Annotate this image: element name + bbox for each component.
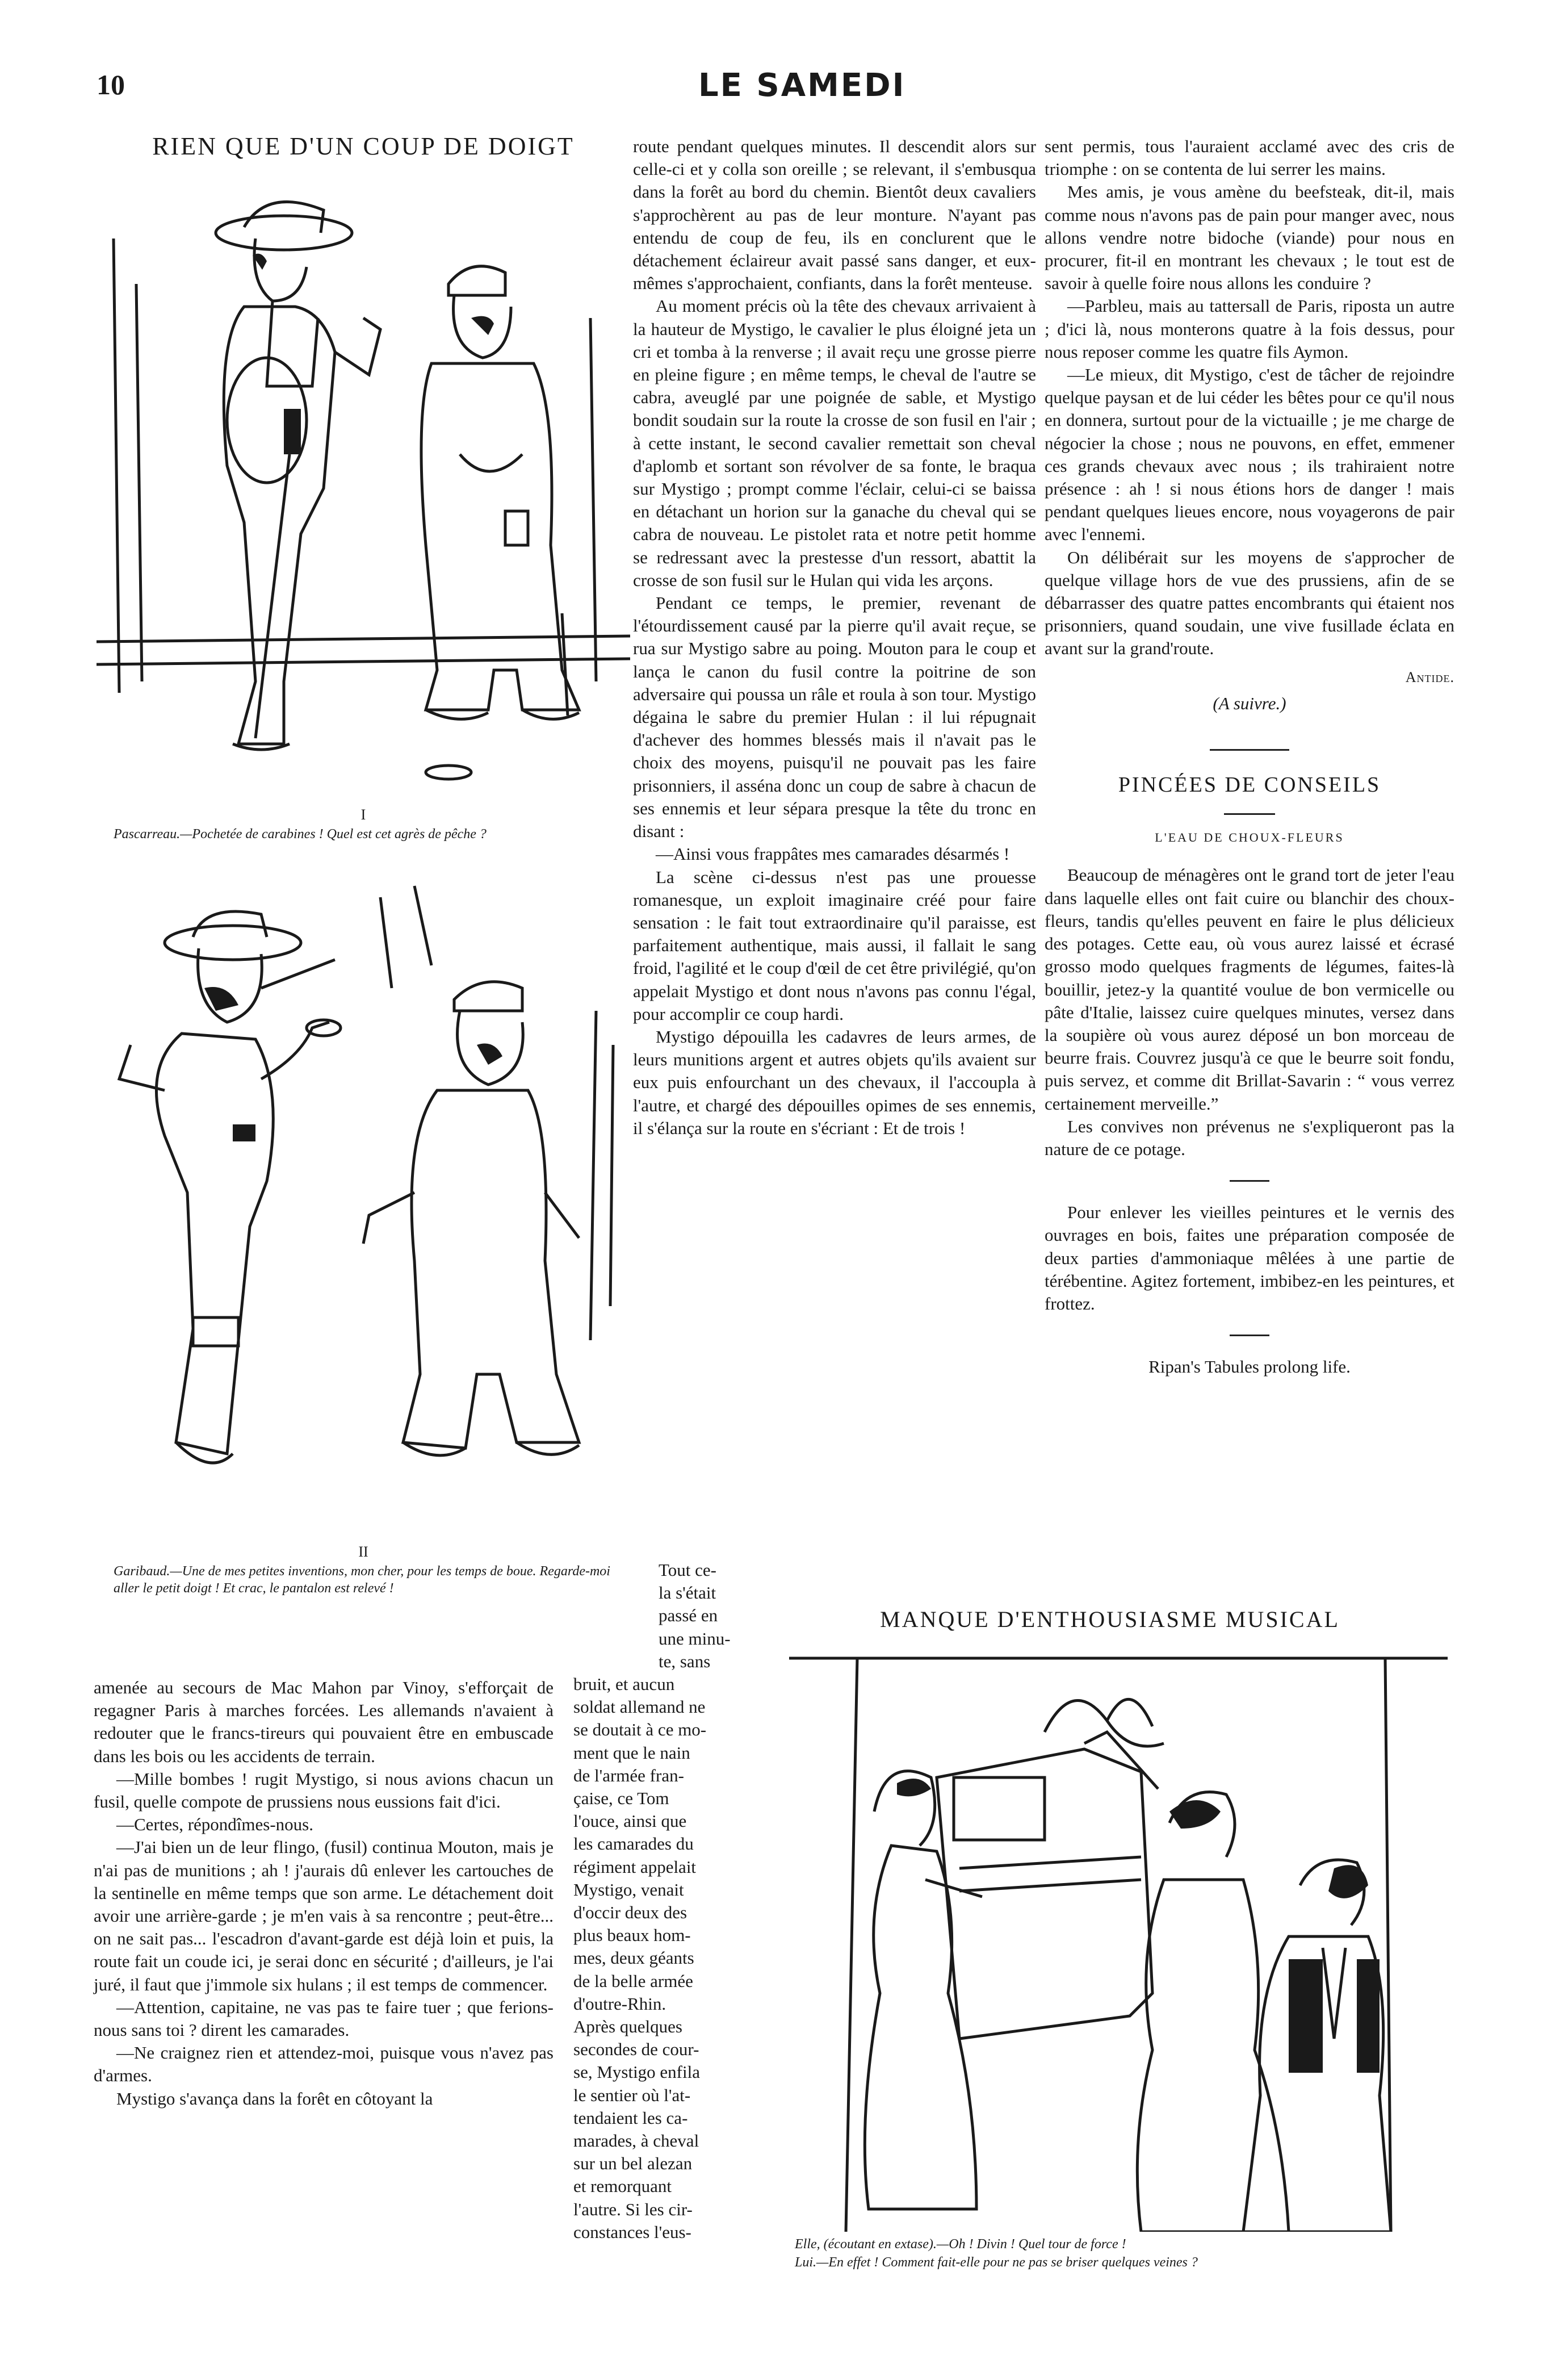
wrap-line: Tout ce- (659, 1560, 716, 1580)
paragraph: amenée au secours de Mac Mahon par Vinoy, s'efforçait de regagner Paris à marches forcées. Les allemands n'avaient à redouter que le francs-tireurs qui pouvaient être en embuscade dans les bois ou les accidents de terrain. (94, 1678, 554, 1766)
cartoon-caption-2 (114, 1543, 613, 1597)
paragraph: Les convives non prévenus ne s'expliqueront pas la nature de ce potage. (1045, 1116, 1454, 1159)
wrap-line: de l'armée fran- (573, 1765, 684, 1785)
wrap-line: l'autre. Si les cir- (573, 2199, 693, 2219)
wrap-line: Après quelques (573, 2017, 682, 2037)
wrap-line: une minu- (659, 1628, 731, 1649)
paragraph: —Ne craignez rien et attendez-moi, puisque vous n'avez pas d'armes. (94, 2043, 554, 2086)
section-title-rule (1224, 813, 1275, 815)
wrap-line: et remorquant (573, 2176, 672, 2197)
wrap-line: marades, à cheval (573, 2131, 699, 2151)
wrap-line: constances l'eus- (573, 2222, 691, 2242)
caption-text-2: Garibaud.—Une de mes petites inventions, mon cher, pour les temps de boue. Regarde-moi aller le petit doigt ! Et crac, le pantalon est relevé ! (114, 1564, 610, 1596)
caption-numeral-1: I (360, 806, 366, 823)
wrap-line: se doutait à ce mo- (573, 1720, 707, 1740)
caption-line-1: Elle, (écoutant en extase).—Oh ! Divin ! Quel tour de force ! (795, 2237, 1126, 2252)
paragraph: Au moment précis où la tête des chevaux arrivaient à la hauteur de Mystigo, le cavalier le plus éloigné jeta un cri et tomba à la renverse ; il avait reçu une grosse pierre en pleine figure ; en même temps, le cheval de l'autre se cabra, aveuglé par une poignée de sable, et Mystigo bondit soudain sur la route la crosse de son fusil en l'air ; à cette instant, le second cavalier remettait son cheval d'aplomb et sortant son révolver de sa fonte, le braqua sur Mystigo ; prompt comme l'éclair, celui-ci se baissa en détachant un horion sur la ganache du cheval qui se cabra de nouveau. Le pistolet rata et notre petit homme se redressant avec la prestesse d'un ressort, abattit la crosse de son fusil sur le Hulan qui vida les arçons. (633, 296, 1036, 590)
paragraph: —Mille bombes ! rugit Mystigo, si nous avions chacun un fusil, quelle compote de prussiens nous eussions fait d'ici. (94, 1768, 554, 1812)
paragraph: Mystigo s'avança dans la forêt en côtoyant la (116, 2088, 433, 2109)
wrap-line: d'outre-Rhin. (573, 1993, 666, 2014)
paragraph: Mes amis, je vous amène du beefsteak, dit-il, mais comme nous n'avons pas de pain pour manger avec, nous allons vendre notre bidoche (viande) pour nous en procurer, fit-il en montrant les chevaux ; le tout est de savoir à quelle foire nous allons les conduire ? (1045, 182, 1454, 294)
wrap-line: les camarades du (573, 1834, 694, 1854)
wrap-line: soldat allemand ne (573, 1697, 706, 1717)
cartoon-illustration-1 (97, 170, 630, 801)
illustration-title: MANQUE D'ENTHOUSIASME MUSICAL (880, 1607, 1340, 1632)
wrap-line: sur un bel alezan (573, 2153, 693, 2174)
paragraph: On délibérait sur les moyens de s'approcher de quelque village hors de vue des prussiens, afin de se débarrasser des quatre pattes encombrants qui étaient nos prisonniers, quand soudain, une vive fusillade éclata en avant sur la grand'route. (1045, 547, 1454, 659)
wrap-line: de la belle armée (573, 1971, 693, 1991)
middle-column-text (633, 135, 1036, 1140)
cartoon-title: RIEN QUE D'UN COUP DE DOIGT (152, 132, 575, 160)
wrap-line: ment que le nain (573, 1742, 690, 1763)
advertisement-line: Ripan's Tabules prolong life. (1148, 1357, 1351, 1377)
musical-illustration (789, 1641, 1448, 2232)
caption-text-1: Pascarreau.—Pochetée de carabines ! Quel est cet agrès de pêche ? (114, 827, 487, 842)
paragraph: La scène ci-dessus n'est pas une prouesse romanesque, un exploit imaginaire créé pour faire sensation : le fait tout extraordinaire qu'il paraisse, est parfaitement authentique, mais aussi, il fallait le sang froid, l'agilité et le coup d'œil de cet être privilégié, qu'on appelait Mystigo et dont nous n'avons pas connu l'égal, pour accomplir ce coup hardi. (633, 867, 1036, 1024)
wrap-line: passé en (659, 1605, 718, 1626)
author-signature: Antide. (1405, 668, 1454, 685)
middle-column-wrapped-text (573, 1559, 744, 2244)
wrap-line: la s'était (659, 1583, 716, 1603)
section-title: PINCÉES DE CONSEILS (1118, 773, 1381, 797)
wrap-line: bruit, et aucun (573, 1674, 675, 1695)
left-column-text (94, 1676, 554, 2110)
wrap-line: çaise, ce Tom (573, 1788, 669, 1809)
wrap-line: régiment appelait (573, 1856, 697, 1877)
paragraph: —Ainsi vous frappâtes mes camarades désarmés ! (656, 844, 1010, 864)
wrap-line: l'ouce, ainsi que (573, 1811, 687, 1831)
wrap-line: mes, deux géants (573, 1948, 694, 1968)
wrap-line: tendaient les ca- (573, 2107, 688, 2128)
paragraph-divider (1230, 1180, 1269, 1182)
paragraph: sent permis, tous l'auraient acclamé avec des cris de triomphe : on se contenta de lui serrer les mains. (1045, 136, 1454, 179)
paragraph: route pendant quelques minutes. Il descendit alors sur celle-ci et y colla son oreille ; se relevant, il s'embusqua dans la forêt au bord du chemin. Bientôt deux cavaliers s'approchèrent au pas de leur monture. N'ayant pas entendu de coup de feu, ils en conclurent que le détachement éclaireur avait passé sans danger, et eux-mêmes s'approchaient, confiants, dans la forêt menteuse. (633, 136, 1036, 294)
paragraph: Pour enlever les vieilles peintures et le vernis des ouvrages en bois, faites une préparation composée de deux parties d'ammoniaque mêlées à une partie de térébentine. Agitez fortement, imbibez-en les peintures, et frottez. (1045, 1202, 1454, 1314)
paragraph: —Parbleu, mais au tattersall de Paris, riposta un autre ; d'ici là, nous monterons quatre à la fois dessus, pour nous reposer comme les quatre fils Aymon. (1045, 296, 1454, 362)
wrap-line: secondes de cour- (573, 2039, 699, 2060)
right-column-text (1045, 135, 1454, 1378)
masthead: LE SAMEDI (698, 67, 906, 104)
paragraph: —J'ai bien un de leur flingo, (fusil) continua Mouton, mais je n'ai pas de munitions ; ah ! j'aurais dû enlever les cartouches de la sentinelle en même temps que son arme. Le détachement doit avoir une arrière-garde ; je m'en vais à sa rencontre ; peut-être... on ne sait pas... l'escadron d'avant-garde est déjà loin et puis, la route fait un coude ici, je serai donc en sécurité ; d'ailleurs, je l'ai juré, il faut que j'immole six hulans ; il est temps de commencer. (94, 1837, 554, 1994)
cartoon-caption-1 (114, 806, 613, 843)
page-number: 10 (97, 69, 125, 101)
subsection-title: L'EAU DE CHOUX-FLEURS (1155, 830, 1344, 845)
section-divider (1210, 749, 1289, 751)
wrap-line: Mystigo, venait (573, 1879, 684, 1900)
paragraph-divider (1230, 1335, 1269, 1336)
cartoon-illustration-2 (97, 875, 630, 1545)
paragraph: Pendant ce temps, le premier, revenant de l'étourdissement causé par la pierre qu'il avait reçue, se rua sur Mystigo sabre au poing. Mouton para le coup et lança le canon du fusil contre la poitrine de son adversaire qui poussa un râle et roula à son tour. Mystigo dégaina le sabre du premier Hulan : il lui répugnait d'achever des hommes blessés mais il n'avait pas le choix des moyens, puisqu'il ne pouvait pas les faire prisonniers, il asséna donc un coup de sabre à chacun de ses ennemis et leur sépara presque la tête du tronc en disant : (633, 593, 1036, 842)
wrap-line: plus beaux hom- (573, 1925, 691, 1946)
paragraph: —Attention, capitaine, ne vas pas te faire tuer ; que ferions-nous sans toi ? dirent les camarades. (94, 1997, 554, 2040)
wrap-line: d'occir deux des (573, 1902, 687, 1923)
caption-numeral-2: II (358, 1543, 368, 1560)
paragraph: —Certes, répondîmes-nous. (116, 1814, 313, 1835)
caption-line-2: Lui.—En effet ! Comment fait-elle pour ne pas se briser quelques veines ? (795, 2255, 1198, 2270)
wrap-line: se, Mystigo enfila (573, 2062, 700, 2082)
to-be-continued: (A suivre.) (1213, 693, 1286, 713)
wrap-line: le sentier où l'at- (573, 2085, 691, 2105)
paragraph: Mystigo dépouilla les cadavres de leurs armes, de leurs munitions argent et autres objets qu'ils avaient sur eux puis enfourchant un des chevaux, il l'accoupla à l'autre, et chargé des dépouilles opimes de ses ennemis, il s'élança sur la route en s'écriant : Et de trois ! (633, 1026, 1036, 1138)
paragraph: —Le mieux, dit Mystigo, c'est de tâcher de rejoindre quelque paysan et de lui céder les bêtes pour ce qu'il nous en donnera, surtout pour de la victuaille ; je me charge de négocier la chose ; nous ne pouvons, en effet, emmener ces grands chevaux avec nous ; ils trahiraient notre présence : ah ! si nous étions hors de danger ! mais pendant quelques lieues encore, nous voyagerons de pair avec l'ennemi. (1045, 365, 1454, 545)
wrap-line: te, sans (659, 1651, 711, 1671)
illustration-caption (795, 2235, 1442, 2272)
paragraph: Beaucoup de ménagères ont le grand tort de jeter l'eau dans laquelle elles ont fait cuire ou blanchir des choux-fleurs, tandis qu'elles peuvent en faire le plus délicieux des potages. Cette eau, où vous aurez laissé et écrasé grosso modo quelques fragments de légumes, faites-là bouillir, jetez-y la quantité voulue de bon vermicelle ou pâte d'Italie, laissez cuire quelques minutes, versez dans la soupière où vous aurez déposé un bon morceau de beurre frais. Couvrez jusqu'à ce que le beurre soit fondu, puis servez, et comme dit Brillat-Savarin : “ vous verrez certainement merveille.” (1045, 865, 1454, 1114)
